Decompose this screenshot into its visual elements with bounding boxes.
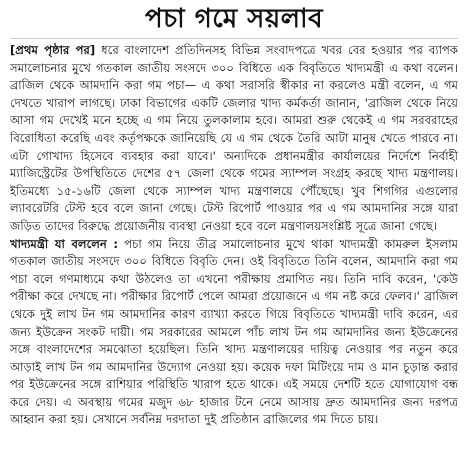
article-paragraph-1 [10,42,458,236]
article-paragraph-2 [10,236,458,430]
paragraph-2-text: পচা গম নিয়ে তীব্র সমালোচনার মুখে থাকা খাদ্যমন্ত্রী কামরুল ইসলাম গতকাল জাতীয় সংসদে ৩০০ বিধিতে বিবৃতি দেন। ওই বিবৃতিতে তিনি বলেন, আমদানি করা গম পচা বলে গণমাধ্যমে কথা উঠলেও তা এখনো পরীক্ষায় প্রমাণিত নয়। তিনি দাবি করেন, 'কেউ পরীক্ষা করে দেখছে না। পরীক্ষার রিপোর্ট পেলে আমরা প্রয়োজনে এ গম নষ্ট করে ফেলব।' ব্রাজিল থেকে দুই লাখ টন গম আমদানির কারণ ব্যাখ্যা করতে গিয়ে বিবৃতিতে খাদ্যমন্ত্রী দাবি করেন, এর জন্য ইউক্রেন সংকট দায়ী। গম সরকারের আমলে পাঁচ লাখ টন গম আমদানির জন্য ইউক্রেনের সঙ্গে বাংলাদেশের সমঝোতা হয়েছিল। তিনি খাদ্য মন্ত্রণালয়ের দায়িত্ব নেওয়ার পর নতুন করে আড়াই লাখ টন গম আমদানির উদ্যোগ নেওয়া হয়। কয়েক দফা মিটিংয়ে দাম ও মান চূড়ান্ত করার পর ইউক্রেনের সঙ্গে রাশিয়ার পরিস্থিতি খারাপ হতে থাকে। এই সময়ে দেশটি হতে যোগাযোগ বন্ধ করে দেয়। এ অবস্থায় গমের মজুদ ৬৮ হাজার টনে নেমে আসায় দ্রুত আমদানির জন্য দরপত্র আহ্বান করা হয়। সেখানে সর্বনিম্ন দরদাতা দুই প্রতিষ্ঠান ব্রাজিলের গম দিতে চায়। [10,236,458,427]
headline-divider [10,38,458,39]
paragraph-1-text: ধরে বাংলাদেশ প্রতিদিনসহ বিভিন্ন সংবাদপত্রে খবর বের হওয়ার পর ব্যাপক সমালোচনার মুখে গতকাল জাতীয় সংসদে ৩০০ বিধিতে এক বিবৃতিতে খাদ্যমন্ত্রী এ কথা বলেন। ব্রাজিল থেকে আমদানি করা গম পচা— এ কথা সরাসরি স্বীকার না করলেও মন্ত্রী বলেন, এ গম দেখতে খারাপ লাগছে। ঢাকা বিভাগের একটি জেলার খাদ্য কর্মকর্তা জানান, 'ব্রাজিল থেকে নিয়ে আসা গম দেখেই মনে হচ্ছে এ গম নিয়ে তুলকালাম হবে। আমরা শুরু থেকেই এ গম সরবরাহের বিরোধিতা করেছি এবং কর্তৃপক্ষকে জানিয়েছি যে এ গম থেকে তৈরি আটা মানুষ খেতে পারবে না। এটা গোখাদ্য হিসেবে ব্যবহার করা যাবে।' অন্যদিকে প্রধানমন্ত্রীর কার্যালয়ের নির্দেশে নির্বাহী ম্যাজিস্ট্রেটের উপস্থিতিতে দেশের ৫৭ জেলা থেকে গমের স্যাম্পল সংগ্রহ করছে খাদ্য মন্ত্রণালয়। ইতিমধ্যে ১৫-১৬টি জেলা থেকে স্যাম্পল খাদ্য মন্ত্রণালয়ে পৌঁছেছে। খুব শিগগির এগুলোর ল্যাবরেটরি টেস্ট হবে বলে জানা গেছে। টেস্ট রিপোর্ট পাওয়ার পর এ গম আমদানির সঙ্গে যারা জড়িত তাদের বিরুদ্ধে প্রয়োজনীয় ব্যবস্থা নেওয়া হবে বলে মন্ত্রণালয়সংশ্লিষ্ট সূত্রে জানা গেছে। [10,43,458,233]
subheading-food-minister: খাদ্যমন্ত্রী যা বললেন : [10,236,119,251]
article-headline: পচা গমে সয়লাব [144,4,324,34]
continuation-marker: [প্রথম পৃষ্ঠার পর] [10,43,96,57]
article-body [10,42,458,429]
